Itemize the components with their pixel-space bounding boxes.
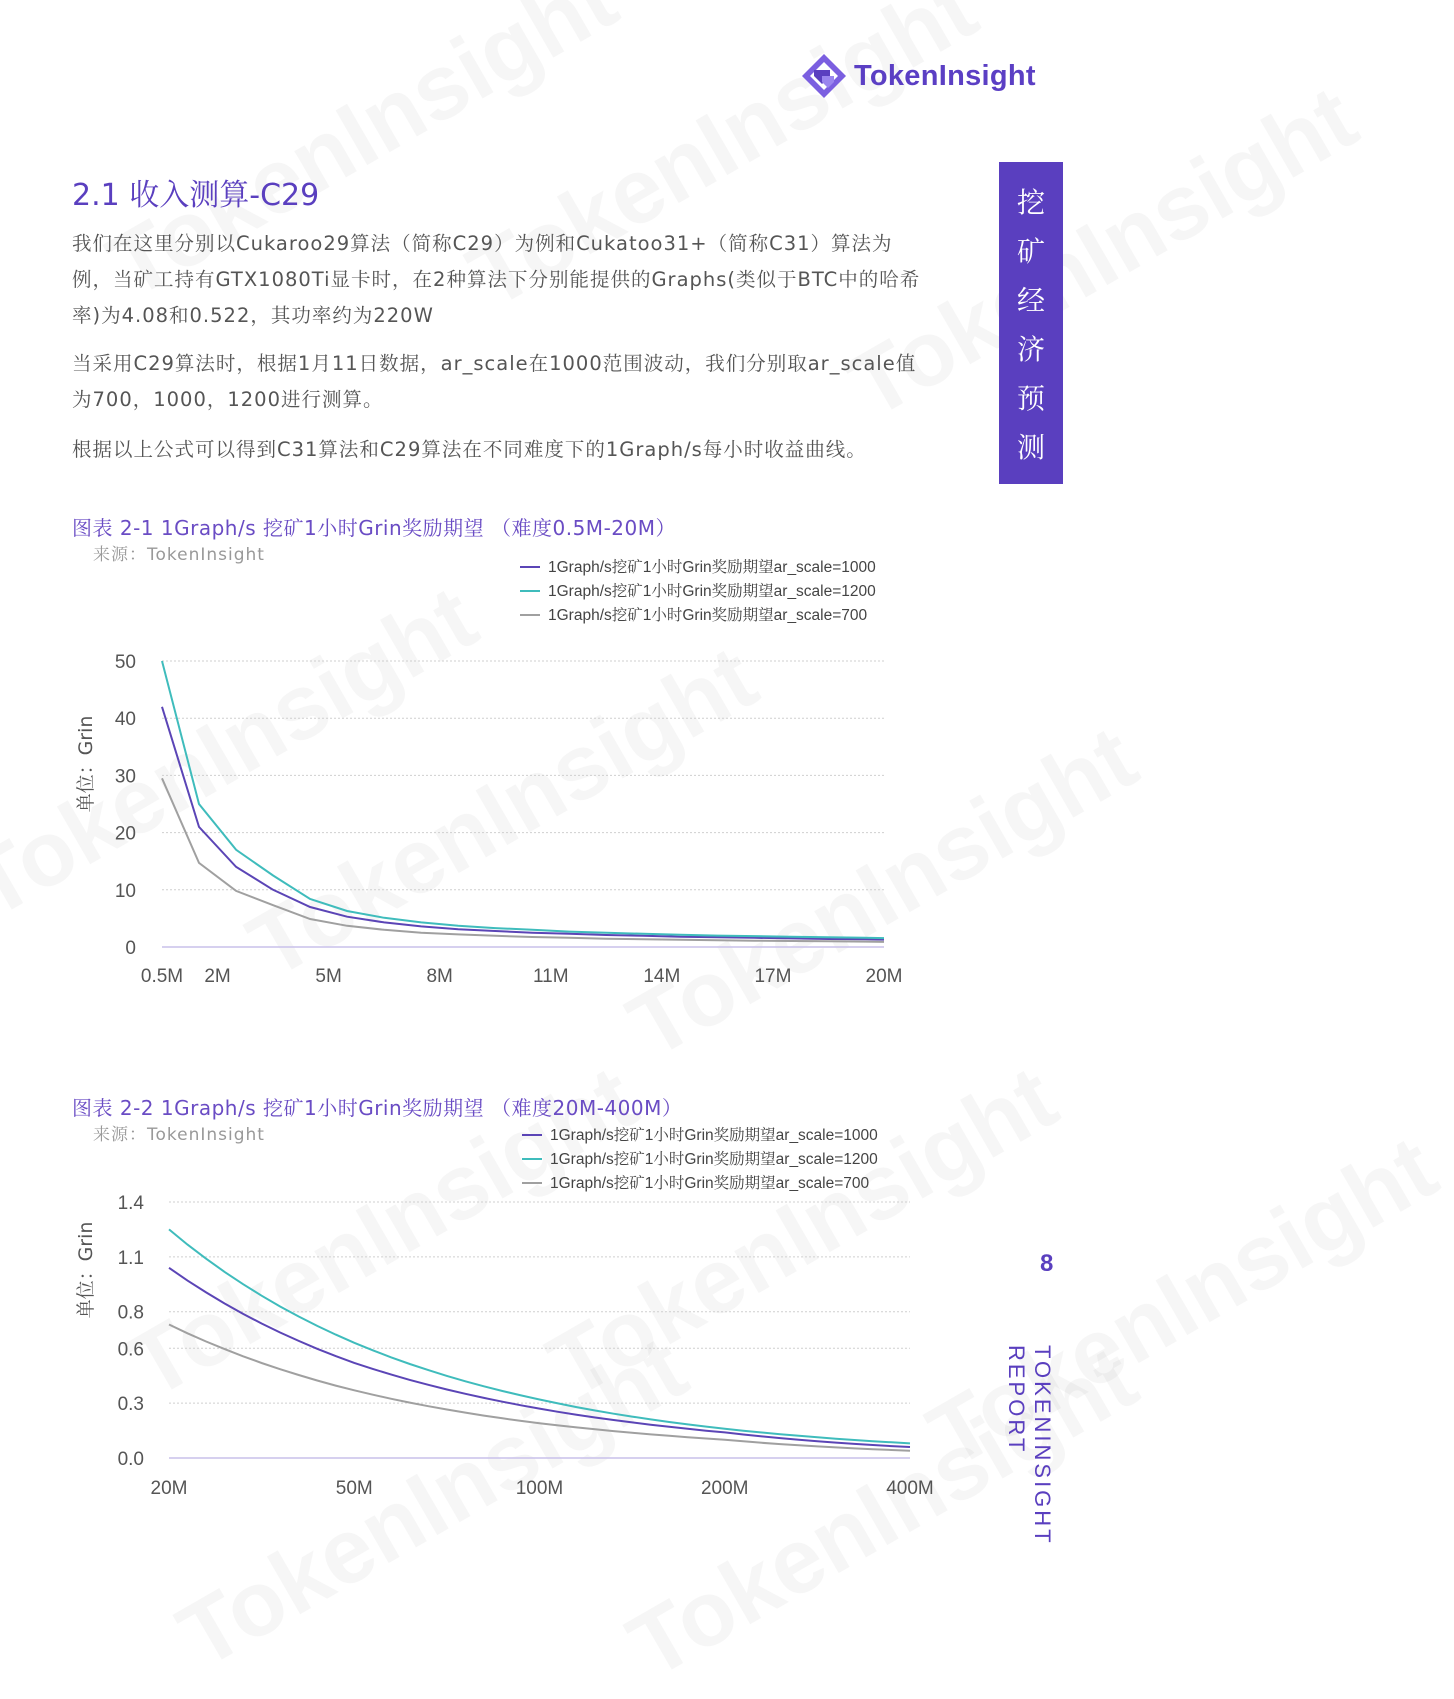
y-axis-label: 单位：Grin bbox=[75, 715, 97, 813]
chart-difficulty-low bbox=[0, 560, 1000, 1020]
logo bbox=[800, 52, 1036, 100]
y-tick-label: 30 bbox=[114, 766, 136, 788]
x-tick-label: 200M bbox=[700, 1478, 749, 1499]
side-tab-char: 济 bbox=[1016, 332, 1045, 366]
paragraph: 我们在这里分别以Cukaroo29算法（简称C29）为例和Cukatoo31+（简称C31）算法为例，当矿工持有GTX1080Ti显卡时，在2种算法下分别能提供的Graphs(类似于BTC中的哈希率)为4.08和0.522，其功率约为220W bbox=[72, 232, 921, 327]
y-tick-label: 0.8 bbox=[117, 1302, 144, 1324]
x-tick-label: 5M bbox=[315, 966, 342, 987]
y-tick-label: 0.6 bbox=[117, 1339, 144, 1361]
report-line-1: TOKENINSIGHT bbox=[1030, 1345, 1055, 1546]
figure-title: 图表 2-2 1Graph/s 挖矿1小时Grin奖励期望 （难度20M-400M） bbox=[72, 1096, 683, 1120]
x-tick-label: 20M bbox=[150, 1478, 188, 1499]
series-line bbox=[169, 1268, 910, 1447]
side-tab-char: 预 bbox=[1016, 381, 1045, 415]
x-tick-label: 17M bbox=[754, 966, 792, 987]
report-vertical-label bbox=[1003, 1345, 1055, 1546]
page-number: 8 bbox=[1040, 1250, 1054, 1277]
x-tick-label: 0.5M bbox=[140, 966, 184, 987]
series-line bbox=[169, 1229, 910, 1443]
series-line bbox=[162, 778, 884, 942]
side-tab-char: 经 bbox=[1016, 283, 1045, 317]
paragraph: 根据以上公式可以得到C31算法和C29算法在不同难度下的1Graph/s每小时收益曲线。 bbox=[72, 438, 867, 461]
side-tab-char: 测 bbox=[1016, 430, 1045, 464]
x-tick-label: 2M bbox=[204, 966, 231, 987]
legend-label: 1Graph/s挖矿1小时Grin奖励期望ar_scale=700 bbox=[550, 1175, 870, 1192]
logo-text: TokenInsight bbox=[854, 59, 1036, 92]
side-tab-char: 矿 bbox=[1016, 234, 1045, 268]
x-tick-label: 8M bbox=[426, 966, 453, 987]
y-tick-label: 0.0 bbox=[117, 1449, 144, 1470]
x-tick-label: 50M bbox=[335, 1478, 373, 1499]
y-tick-label: 50 bbox=[114, 652, 136, 673]
y-tick-label: 1.4 bbox=[117, 1193, 144, 1214]
x-tick-label: 100M bbox=[515, 1478, 564, 1499]
y-tick-label: 20 bbox=[114, 823, 136, 845]
x-tick-label: 14M bbox=[643, 966, 681, 987]
y-tick-label: 0.3 bbox=[117, 1394, 144, 1416]
x-tick-label: 11M bbox=[532, 966, 569, 987]
tokeninsight-logo-icon bbox=[800, 52, 848, 100]
report-line-2: REPORT bbox=[1004, 1345, 1029, 1455]
y-axis-label: 单位：Grin bbox=[75, 1221, 97, 1319]
x-tick-label: 400M bbox=[886, 1478, 934, 1499]
x-tick-label: 20M bbox=[865, 966, 903, 987]
series-line bbox=[169, 1325, 910, 1451]
figure-source: 来源：TokenInsight bbox=[93, 1125, 265, 1145]
legend-label: 1Graph/s挖矿1小时Grin奖励期望ar_scale=700 bbox=[548, 607, 868, 624]
section-title: 2.1 收入测算-C29 bbox=[72, 178, 320, 213]
figure-title: 图表 2-1 1Graph/s 挖矿1小时Grin奖励期望 （难度0.5M-20M） bbox=[72, 516, 676, 540]
figure-source: 来源：TokenInsight bbox=[93, 545, 265, 565]
y-tick-label: 0 bbox=[125, 938, 136, 959]
y-tick-label: 10 bbox=[114, 880, 136, 902]
y-tick-label: 40 bbox=[114, 709, 136, 731]
y-tick-label: 1.1 bbox=[117, 1247, 144, 1269]
legend-label: 1Graph/s挖矿1小时Grin奖励期望ar_scale=1200 bbox=[550, 1151, 878, 1168]
legend-label: 1Graph/s挖矿1小时Grin奖励期望ar_scale=1000 bbox=[548, 559, 876, 576]
legend-label: 1Graph/s挖矿1小时Grin奖励期望ar_scale=1200 bbox=[548, 583, 876, 600]
side-section-tab bbox=[999, 162, 1063, 484]
series-line bbox=[162, 661, 884, 938]
side-tab-char: 挖 bbox=[1016, 185, 1045, 219]
paragraph: 当采用C29算法时，根据1月11日数据，ar_scale在1000范围波动，我们分别取ar_scale值为700，1000，1200进行测算。 bbox=[72, 352, 917, 411]
legend-label: 1Graph/s挖矿1小时Grin奖励期望ar_scale=1000 bbox=[550, 1127, 878, 1144]
